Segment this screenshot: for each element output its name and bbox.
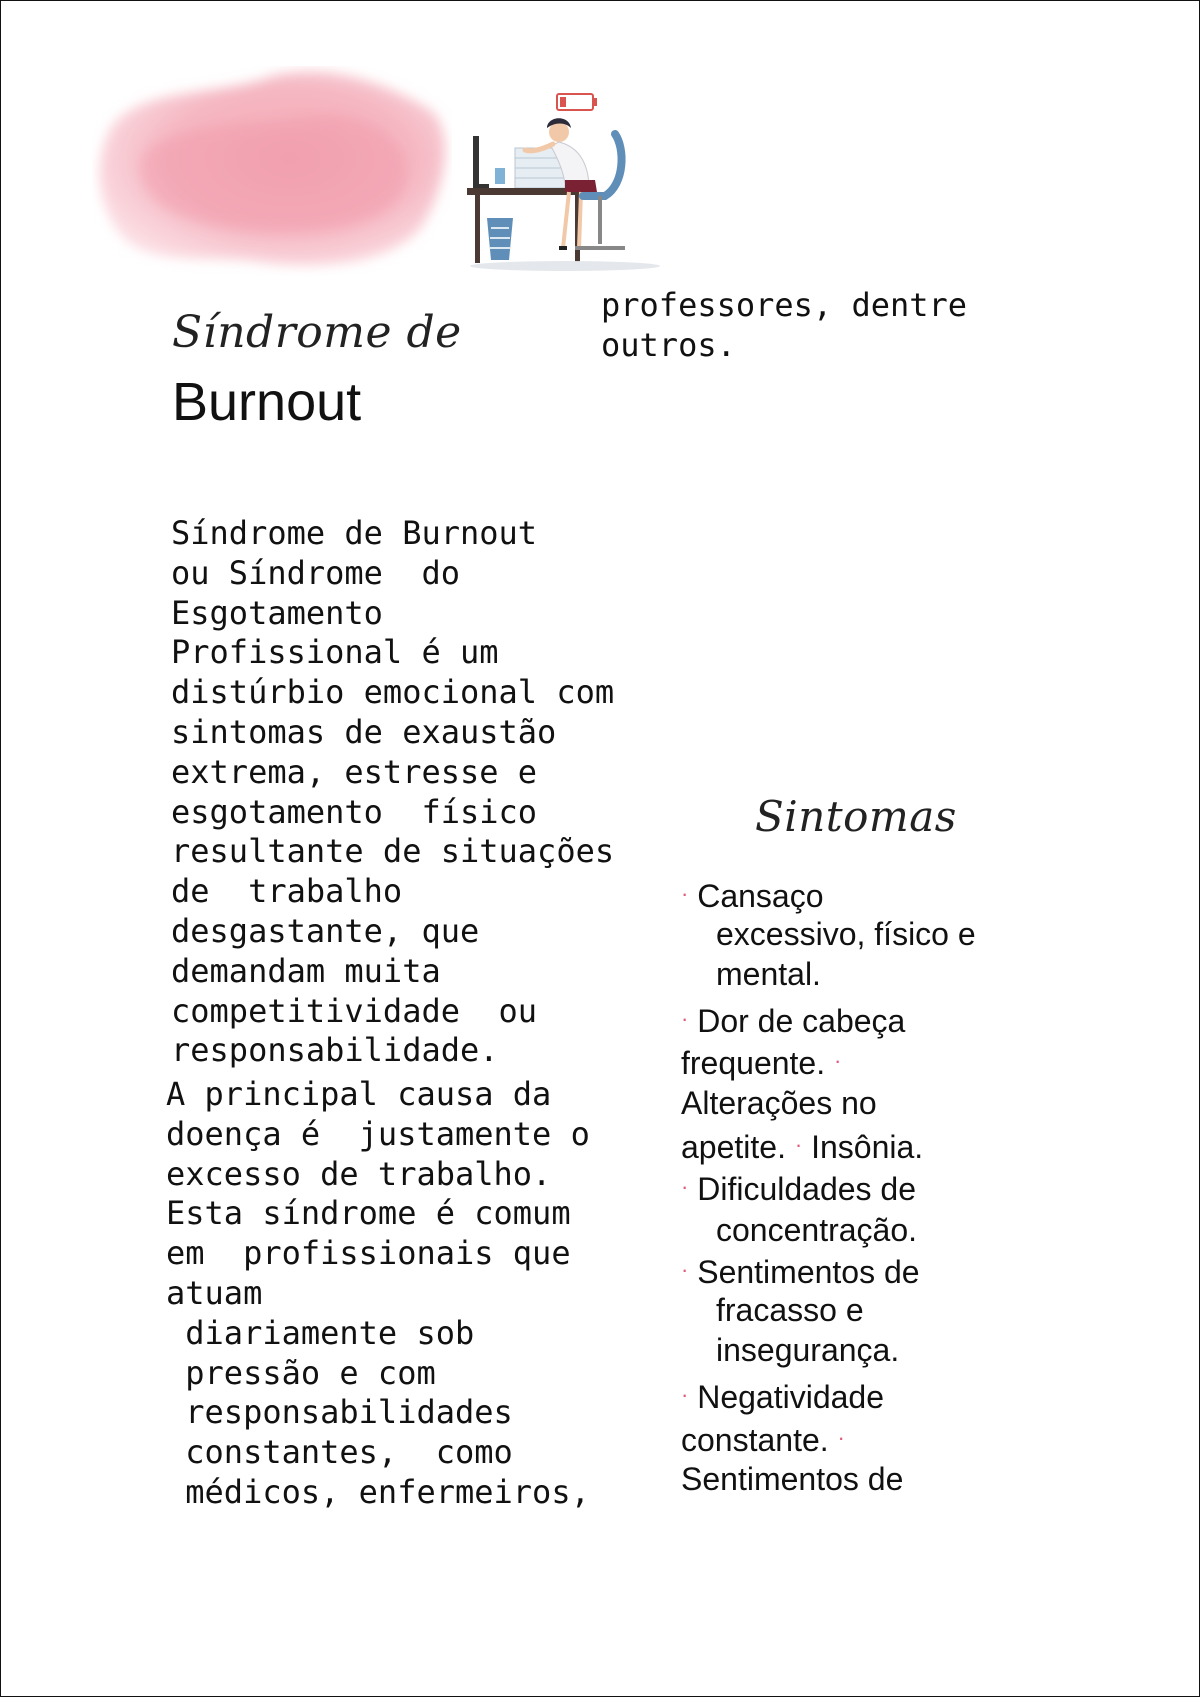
bullet-dot-icon: · <box>681 1257 689 1282</box>
bullet-dot-icon: · <box>681 1006 689 1031</box>
watercolor-splash-icon <box>92 66 452 276</box>
low-battery-icon <box>557 94 597 110</box>
symptom-line: Alterações no <box>681 1085 877 1121</box>
symptom-line: concentração. <box>716 1212 918 1248</box>
page-title: Burnout <box>172 372 362 432</box>
symptom-line: apetite. · Insônia. <box>681 1129 924 1165</box>
symptom-line: excessivo, físico e <box>716 916 976 952</box>
intro-paragraph-3: professores, dentre outros. <box>601 286 968 364</box>
symptom-line: · Cansaço <box>681 878 824 914</box>
symptom-line: mental. <box>716 956 821 992</box>
bullet-dot-icon: · <box>681 1174 689 1199</box>
bullet-dot-icon: · <box>681 1382 689 1407</box>
bullet-dot-icon: · <box>834 1048 842 1073</box>
symptoms-title: Sintomas <box>755 792 957 841</box>
bullet-dot-icon: · <box>837 1425 845 1450</box>
intro-paragraph-2: A principal causa da doença é justamente o excesso de trabalho. Esta síndrome é comum em profissionais que atuam diariamente sob pressão e com responsabilidades constantes, como médicos, enfermeiros, <box>166 1075 590 1511</box>
symptom-line: constante. · <box>681 1422 845 1458</box>
symptom-line: Sentimentos de <box>681 1461 904 1497</box>
symptom-line: · Dificuldades de <box>681 1171 917 1207</box>
exhausted-worker-illustration <box>455 88 665 278</box>
symptom-line: insegurança. <box>716 1332 900 1368</box>
symptom-line: fracasso e <box>716 1292 864 1328</box>
symptom-line: · Negatividade <box>681 1379 885 1415</box>
symptom-line: frequente. · <box>681 1045 842 1081</box>
symptom-line: · Sentimentos de <box>681 1254 920 1290</box>
title-script: Síndrome de <box>172 307 462 358</box>
bullet-dot-icon: · <box>794 1132 803 1157</box>
intro-paragraph-1: Síndrome de Burnout ou Síndrome do Esgotamento Profissional é um distúrbio emocional com sintomas de exaustão extrema, estresse e esgotamento físico resultante de situações de trabalho desgastante, que demandam muita competitividade ou responsabilidade. <box>171 514 615 1070</box>
symptom-line: · Dor de cabeça <box>681 1003 906 1039</box>
bullet-dot-icon: · <box>681 881 689 906</box>
